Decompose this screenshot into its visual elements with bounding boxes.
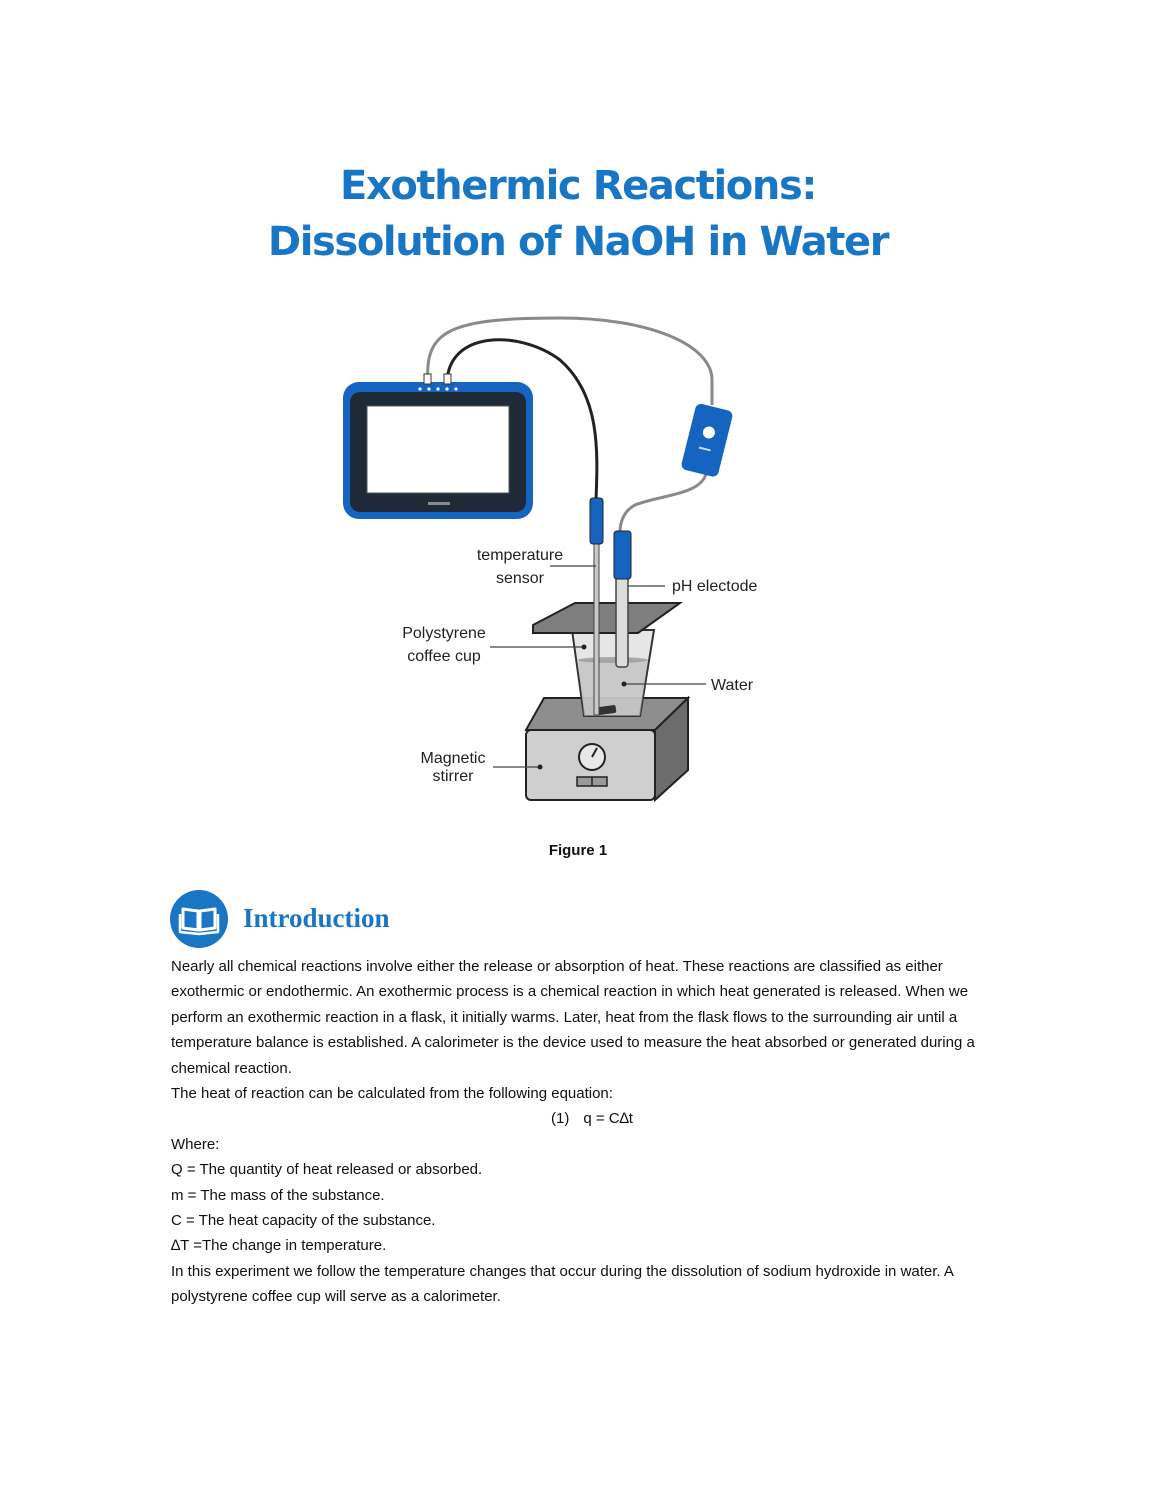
label-temperature-sensor-1: temperature [476, 547, 564, 564]
label-stirrer-1: Magnetic [420, 750, 486, 767]
data-logger-tablet [343, 374, 533, 519]
equation-number: (1) [551, 1110, 570, 1128]
closing-paragraph: In this experiment we follow the temperature changes that occur during the dissolution of sodium hydroxide in water. A polystyrene coffee cup will serve as a calorimeter. [171, 1262, 954, 1306]
equation-line [171, 1106, 991, 1131]
introduction-body [171, 954, 991, 1310]
equation-intro: The heat of reaction can be calculated from the following equation: [171, 1085, 613, 1103]
title-line-1: Exothermic Reactions: [340, 163, 816, 209]
title-line-2: Dissolution of NaOH in Water [267, 219, 889, 265]
equation: q = C∆t [583, 1110, 633, 1128]
open-book-icon [170, 890, 228, 948]
label-temperature-sensor-2: sensor [495, 570, 545, 587]
tablet-screen [367, 406, 509, 493]
label-ph-electrode: pH electode [672, 578, 758, 595]
definition-m: m = The mass of the substance. [171, 1186, 385, 1204]
ph-probe-cable [620, 474, 706, 532]
label-stirrer-2: stirrer [432, 768, 474, 785]
where-label: Where: [171, 1135, 220, 1153]
intro-paragraph: Nearly all chemical reactions involve either the release or absorption of heat. These reactions are classified as either exothermic or endothermic. An exothermic process is a chemical reaction in which heat generated is released. When we perform an exothermic reaction in a flask, it initially warms. Later, heat from the flask flows to the surrounding air until a temperature balance is established. A calorimeter is the device used to measure the heat absorbed or generated during a chemical reaction. [171, 958, 975, 1077]
definition-q: Q = The quantity of heat released or absorbed. [171, 1161, 483, 1179]
definition-delta-t: ∆T =The change in temperature. [171, 1237, 387, 1255]
label-cup-1: Polystyrene [402, 625, 486, 642]
label-water: Water [711, 677, 754, 694]
ph-sensor-module [680, 403, 733, 478]
polystyrene-cup [572, 630, 654, 716]
ph-electrode [614, 531, 631, 667]
figure-caption: Figure 1 [548, 842, 608, 859]
label-cup-2: coffee cup [407, 648, 481, 665]
cup-lid [533, 603, 680, 633]
introduction-title: Introduction [243, 903, 390, 933]
definition-c: C = The heat capacity of the substance. [171, 1212, 436, 1230]
